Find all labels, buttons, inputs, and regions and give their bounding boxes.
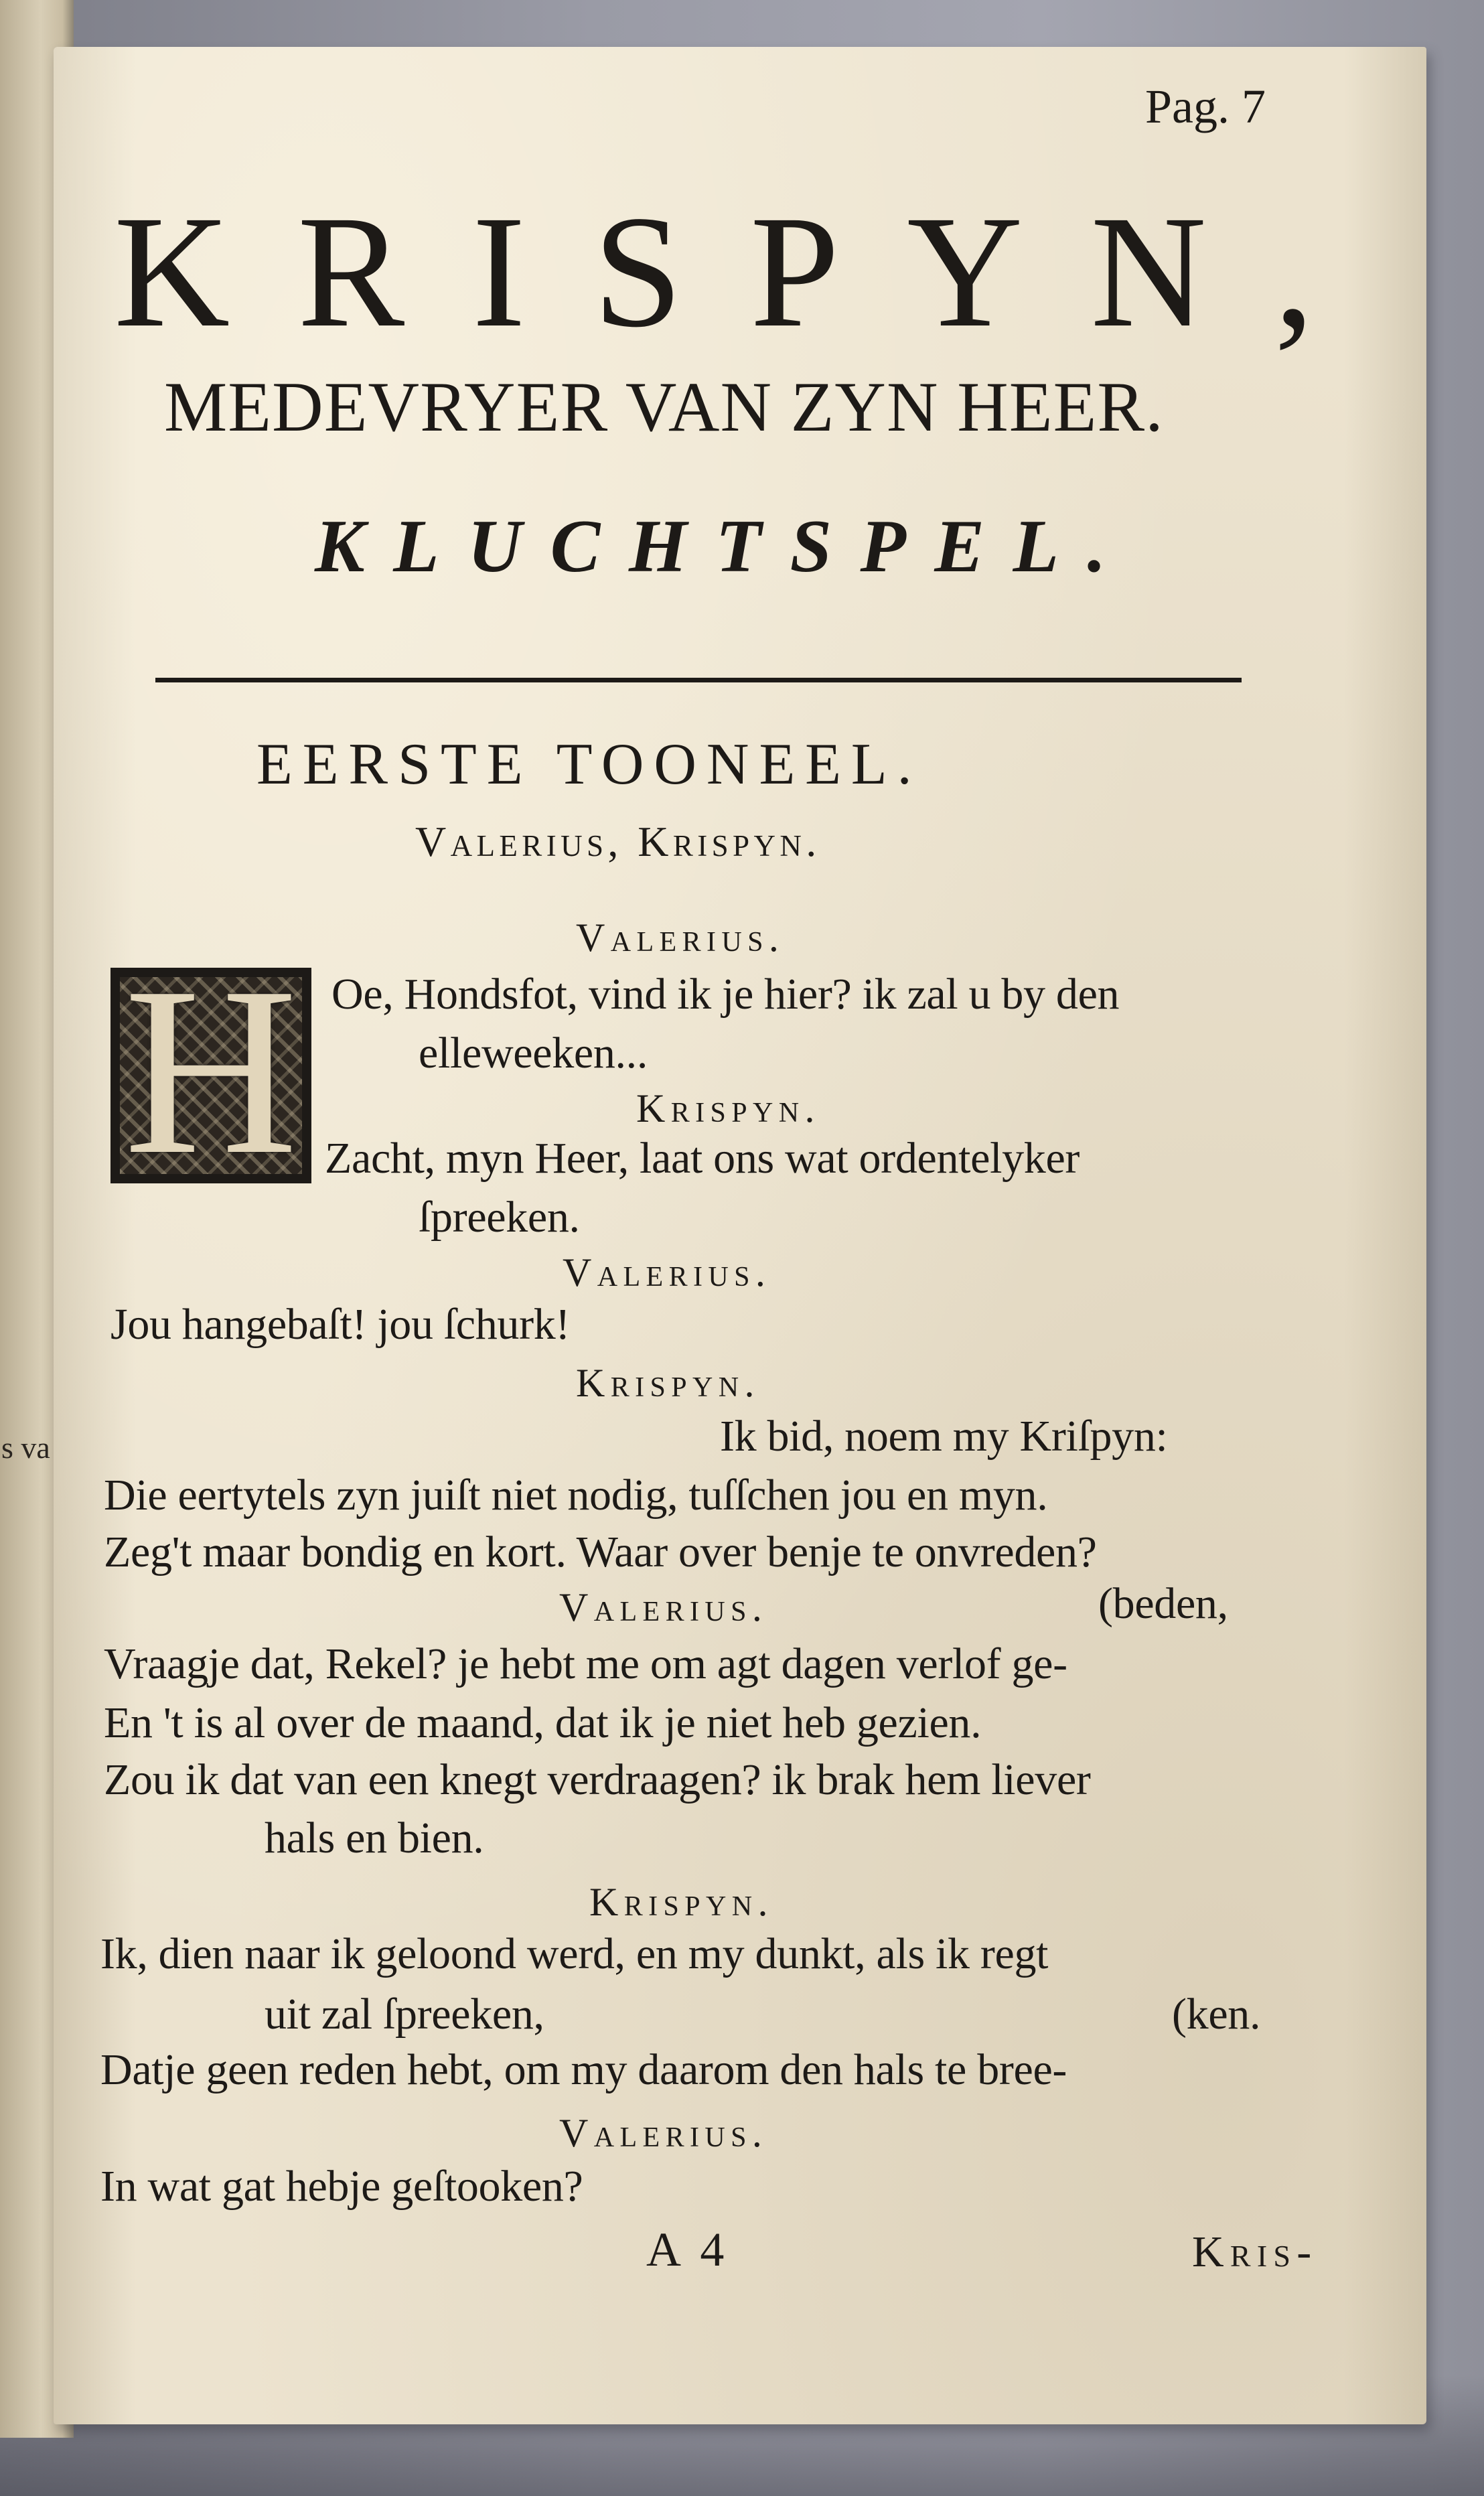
verse-turnover: (beden, [1098, 1579, 1228, 1628]
verse-line: Zou ik dat van een knegt verdraagen? ik brak hem liever [104, 1755, 1091, 1804]
scene-heading: EERSTE TOONEEL. [256, 732, 922, 797]
verse-line: hals en bien. [265, 1814, 484, 1862]
verse-line: uit zal ſpreeken, [265, 1990, 544, 2039]
play-genre: KLUCHTSPEL. [315, 505, 1135, 588]
facing-page-fragment: s va [1, 1430, 50, 1465]
play-subtitle: MEDEVRYER VAN ZYN HEER. [164, 368, 1164, 446]
signature-mark: A 4 [646, 2223, 729, 2276]
decorated-initial [110, 968, 311, 1183]
verse-line: Ik, dien naar ik geloond werd, en my dunkt, als ik regt [100, 1929, 1049, 1978]
verse-turnover: (ken. [1172, 1990, 1261, 2039]
verse-line: Zeg't maar bondig en kort. Waar over benje te onvreden? [104, 1528, 1097, 1576]
verse-line: ſpreeken. [419, 1193, 580, 1242]
speaker-krispyn: Krispyn. [589, 1880, 773, 1924]
verse-line: Ik bid, noem my Kriſpyn: [720, 1412, 1168, 1461]
speaker-valerius: Valerius. [559, 1585, 768, 1629]
verse-line: Jou hangebaſt! jou ſchurk! [110, 1300, 571, 1349]
speaker-krispyn: Krispyn. [576, 1361, 760, 1405]
speaker-valerius: Valerius. [559, 2111, 768, 2155]
speaker-valerius: Valerius. [563, 1250, 771, 1295]
verse-line: Zacht, myn Heer, laat ons wat ordentelyker [325, 1134, 1080, 1183]
speaker-krispyn: Krispyn. [636, 1086, 820, 1130]
speaker-valerius: Valerius. [576, 915, 785, 960]
scene-cast: Valerius, Krispyn. [415, 818, 821, 865]
verse-line: elleweeken... [419, 1029, 648, 1078]
verse-line: En 't is al over de maand, dat ik je niet heb gezien. [104, 1698, 982, 1747]
initial-letter: H [124, 968, 298, 1183]
verse-line: Die eertytels zyn juiſt niet nodig, tuſſchen jou en myn. [104, 1471, 1048, 1520]
verse-line: In wat gat hebje geſtooken? [100, 2162, 583, 2211]
catchword: Kris- [1192, 2227, 1318, 2276]
verse-line: Oe, Hondsfot, vind ik je hier? ik zal u by den [331, 970, 1120, 1019]
verse-line: Vraagje dat, Rekel? je hebt me om agt dagen verlof ge- [104, 1639, 1067, 1688]
play-title: KRISPYN, [114, 182, 1382, 360]
title-divider [155, 678, 1242, 682]
page-number: Pag. 7 [1145, 80, 1266, 133]
verse-line: Datje geen reden hebt, om my daarom den hals te bree- [100, 2045, 1067, 2094]
